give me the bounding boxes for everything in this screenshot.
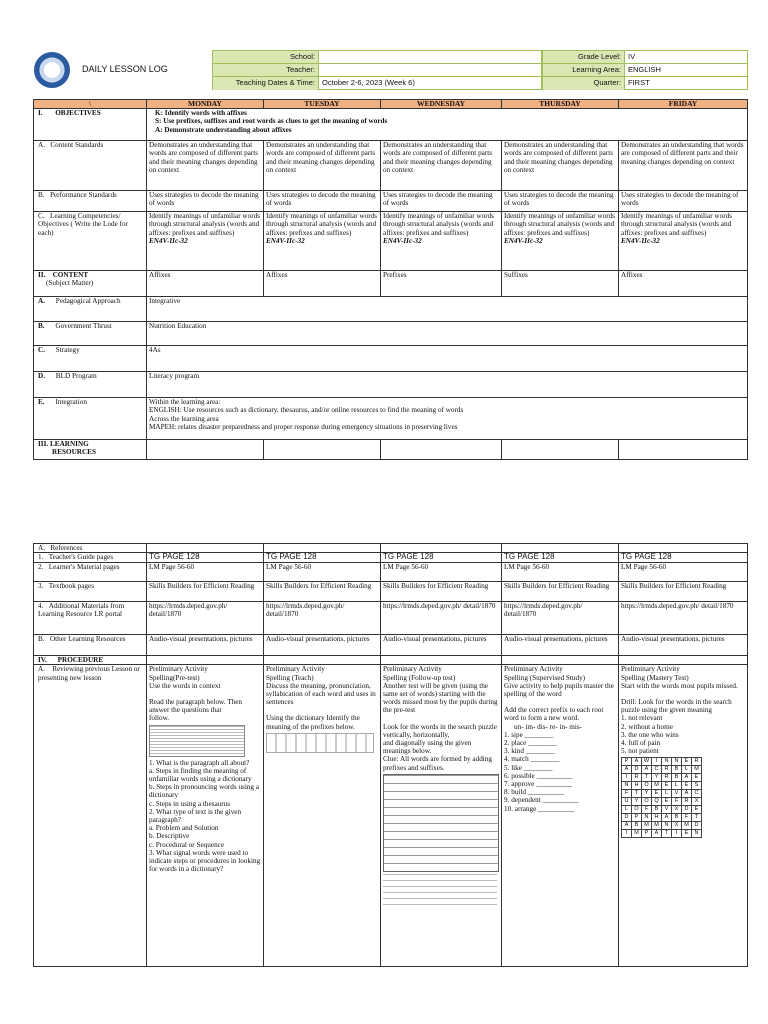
content-monday: Affixes	[147, 271, 264, 297]
grid-cell: F	[622, 790, 632, 798]
competencies-tuesday: Identify meanings of unfamiliar words through structural analysis (words and affixes: prefixes and suffixes) EN4V-IIc-32	[264, 212, 381, 271]
performance-standards-tuesday: Uses strategies to decode the meaning of words	[264, 191, 381, 212]
additional-monday[interactable]: https://lrmds.deped.gov.ph/ detail/1870	[147, 602, 264, 635]
pedagogical-label: A. Pedagogical Approach	[34, 297, 147, 322]
quarter-value: FIRST	[628, 78, 650, 87]
grid-cell: N	[662, 758, 672, 766]
deped-seal-icon	[34, 52, 70, 88]
objectives-kda	[147, 109, 748, 141]
procedure-table	[33, 543, 748, 967]
grid-cell: H	[632, 782, 642, 790]
grade-info-box	[542, 50, 748, 90]
grid-cell: E	[682, 830, 692, 838]
learning-resources-label: III. LEARNING RESOURCES	[34, 440, 147, 460]
tg-wednesday: TG PAGE 128	[381, 553, 502, 563]
school-label: School:	[213, 51, 319, 63]
lr-tuesday	[264, 440, 381, 460]
objectives-label: I. OBJECTIVES	[34, 109, 147, 141]
grid-cell: E	[682, 758, 692, 766]
content-standards-thursday: Demonstrates an understanding that words are composed of different parts and their meaning changes depending on context	[502, 141, 619, 191]
competencies-wednesday: Identify meanings of unfamiliar words through structural analysis (words and affixes: prefixes and suffixes) EN4V-IIc-32	[381, 212, 502, 271]
pedagogical-value: Integrative	[147, 297, 748, 322]
grid-cell: L	[672, 782, 682, 790]
grid-cell: F	[642, 806, 652, 814]
grade-value: IV	[628, 52, 636, 61]
additional-wednesday[interactable]: https://lrmds.deped.gov.ph/ detail/1870	[381, 602, 502, 635]
day-wednesday: WEDNESDAY	[381, 100, 502, 109]
objectives-table	[33, 99, 748, 460]
grid-cell: M	[652, 822, 662, 830]
procedure-label: IV. PROCEDURE	[34, 656, 147, 665]
tg-friday: TG PAGE 128	[619, 553, 748, 563]
grid-cell: E	[662, 798, 672, 806]
grid-cell: N	[642, 814, 652, 822]
additional-tuesday[interactable]: https://lrmds.deped.gov.ph/ detail/1870	[264, 602, 381, 635]
performance-standards-label: B. Performance Standards	[34, 191, 147, 212]
other-monday: Audio-visual presentations, pictures	[147, 635, 264, 656]
grid-cell: R	[662, 774, 672, 782]
integration-label: E. Integration	[34, 398, 147, 440]
grid-cell: A	[682, 790, 692, 798]
grid-cell: D	[632, 766, 642, 774]
school-value	[319, 51, 322, 63]
lm-tuesday: LM Page 56-60	[264, 563, 381, 582]
grid-cell: V	[662, 806, 672, 814]
dates-label: Teaching Dates & Time:	[213, 77, 319, 90]
content-standards-wednesday: Demonstrates an understanding that words are composed of different parts and their meaning changes depending on context	[381, 141, 502, 191]
grid-cell: T	[662, 830, 672, 838]
grid-row	[622, 806, 702, 814]
grid-cell: P	[622, 758, 632, 766]
grid-cell: A	[642, 766, 652, 774]
paragraph-image	[149, 725, 245, 757]
prefix-table-image	[266, 733, 374, 753]
lr-thursday	[502, 440, 619, 460]
grid-cell: T	[642, 774, 652, 782]
reviewing-thursday: Preliminary Activity Spelling (Supervised Study) Give activity to help pupils master the spelling of the word Add the correct prefix to each root word to form a new word. un- im- dis- re- in- mis- 1. sipe ________ 2. place ________ 3. kind ________ 4. match ________ 5. like ________ 6. possible __________ 7. approve __________ 8. build __________ 9. dependent __________ 10. arrange __________	[502, 665, 619, 967]
bld-label: D. BLD Program	[34, 372, 147, 398]
grid-cell: A	[622, 822, 632, 830]
word-search-clues-image	[383, 874, 497, 910]
reviewing-friday: Preliminary Activity Spelling (Mastery Test) Start with the words most pupils missed. Drill: Look for the words in the search puzzle using the given meaning 1. not relevant 2. without a home 3. the one who wins 4. full of pain 5. not patient P A W I N N E R A D A C R B L M I R T Y R B A E N H O M E L E S F T Y E L V A C U Y O Q E F R X L O F B V X D E D P N H A B F T A B M M N X M D I M P A T I E N	[619, 665, 748, 967]
grid-cell: L	[662, 790, 672, 798]
textbook-monday: Skills Builders for Efficient Reading	[147, 582, 264, 602]
grid-cell: B	[672, 766, 682, 774]
lm-wednesday: LM Page 56-60	[381, 563, 502, 582]
grid-cell: F	[672, 798, 682, 806]
objective-s: S: Use prefixes, suffixes and root words as clues to get the meaning of words	[155, 117, 388, 126]
grid-cell: O	[642, 782, 652, 790]
government-label: B. Government Thrust	[34, 322, 147, 346]
bld-value: Literacy program	[147, 372, 748, 398]
textbook-friday: Skills Builders for Efficient Reading	[619, 582, 748, 602]
grid-cell: X	[692, 798, 702, 806]
grid-row	[622, 790, 702, 798]
grid-cell: C	[652, 766, 662, 774]
dates-value: October 2-6, 2023 (Week 6)	[322, 78, 415, 87]
grid-cell: Q	[652, 798, 662, 806]
textbook-thursday: Skills Builders for Efficient Reading	[502, 582, 619, 602]
word-search-image	[383, 774, 499, 872]
tg-monday: TG PAGE 128	[147, 553, 264, 563]
lm-label: 2. Learner's Material pages	[34, 563, 147, 582]
grid-cell: V	[672, 790, 682, 798]
grade-label: Grade Level:	[543, 51, 625, 63]
grid-cell: E	[652, 790, 662, 798]
grid-cell: D	[682, 806, 692, 814]
lm-friday: LM Page 56-60	[619, 563, 748, 582]
grid-cell: I	[622, 830, 632, 838]
grid-row	[622, 830, 702, 838]
grid-cell: F	[682, 814, 692, 822]
grid-cell: R	[682, 798, 692, 806]
other-friday: Audio-visual presentations, pictures	[619, 635, 748, 656]
competencies-thursday: Identify meanings of unfamiliar words through structural analysis (words and affixes: prefixes and suffixes) EN4V-IIc-32	[502, 212, 619, 271]
grid-cell: N	[672, 758, 682, 766]
additional-friday[interactable]: https://lrmds.deped.gov.ph/ detail/1870	[619, 602, 748, 635]
textbook-tuesday: Skills Builders for Efficient Reading	[264, 582, 381, 602]
performance-standards-wednesday: Uses strategies to decode the meaning of words	[381, 191, 502, 212]
grid-cell: N	[662, 822, 672, 830]
log-title: DAILY LESSON LOG	[82, 64, 168, 74]
day-tuesday: TUESDAY	[264, 100, 381, 109]
content-standards-friday: Demonstrates an understanding that words are composed of different parts and their meaning changes depending on context	[619, 141, 748, 191]
integration-value: Within the learning area: ENGLISH: Use resources such as dictionary, thesaurus, and/or online resources to find the meaning of words Across the learning area MAPEH: relates disaster preparedness and proper response during emergency situations in preserving lives	[147, 398, 748, 440]
grid-cell: X	[672, 822, 682, 830]
grid-cell: M	[632, 830, 642, 838]
grid-row	[622, 774, 702, 782]
area-value: ENGLISH	[628, 65, 661, 74]
grid-cell: P	[632, 814, 642, 822]
teacher-label: Teacher:	[213, 64, 319, 76]
grid-cell: U	[622, 798, 632, 806]
grid-cell: A	[662, 814, 672, 822]
grid-cell: N	[622, 782, 632, 790]
grid-row	[622, 758, 702, 766]
grid-cell: M	[682, 822, 692, 830]
content-wednesday: Prefixes	[381, 271, 502, 297]
references-label: A. References	[34, 544, 147, 553]
corner-cell: \	[34, 100, 147, 109]
grid-row	[622, 782, 702, 790]
other-resources-label: B. Other Learning Resources	[34, 635, 147, 656]
day-thursday: THURSDAY	[502, 100, 619, 109]
grid-cell: D	[622, 814, 632, 822]
other-thursday: Audio-visual presentations, pictures	[502, 635, 619, 656]
grid-cell: O	[632, 806, 642, 814]
tg-label: 1. Teacher's Guide pages	[34, 553, 147, 563]
grid-cell: L	[622, 806, 632, 814]
grid-cell: E	[692, 774, 702, 782]
grid-cell: E	[682, 782, 692, 790]
grid-cell: L	[682, 766, 692, 774]
content-standards-label: A. Content Standards	[34, 141, 147, 191]
grid-cell: A	[622, 766, 632, 774]
lm-monday: LM Page 56-60	[147, 563, 264, 582]
content-standards-monday: Demonstrates an understanding that words are composed of different parts and their meaning changes depending on context	[147, 141, 264, 191]
grid-cell: C	[692, 790, 702, 798]
grid-cell: S	[692, 782, 702, 790]
grid-row	[622, 798, 702, 806]
reviewing-monday: Preliminary Activity Spelling(Pre-test) Use the words in context Read the paragraph below. Then answer the questions that follow. 1. What is the paragraph all about? a. Steps in finding the meaning of unfamiliar words using a dictionary b. Steps in pronouncing words using a dictionary c. Steps in using a thesaurus 2. What type of text is the given paragraph? a. Problem and Solution b. Descriptive c. Procedural or Sequence 3. What signal words were used to indicate steps or procedures in looking for words in a dictionary?	[147, 665, 264, 967]
additional-label: 4. Additional Materials from Learning Resource LR portal	[34, 602, 147, 635]
grid-cell: I	[652, 758, 662, 766]
quarter-label: Quarter:	[543, 77, 625, 90]
teacher-value	[319, 64, 322, 76]
grid-cell: B	[672, 814, 682, 822]
grid-row	[622, 822, 702, 830]
grid-cell: R	[662, 766, 672, 774]
grid-cell: I	[622, 774, 632, 782]
grid-cell: B	[652, 806, 662, 814]
objective-k: K: Identify words with affixes	[155, 109, 247, 118]
grid-cell: Y	[652, 774, 662, 782]
content-tuesday: Affixes	[264, 271, 381, 297]
grid-cell: P	[642, 830, 652, 838]
school-info-box	[212, 50, 542, 90]
grid-cell: W	[642, 758, 652, 766]
government-value: Nutrition Education	[147, 322, 748, 346]
grid-cell: R	[692, 758, 702, 766]
grid-row	[622, 814, 702, 822]
grid-cell: N	[692, 830, 702, 838]
other-wednesday: Audio-visual presentations, pictures	[381, 635, 502, 656]
competencies-label: C. Learning Competencies/ Objectives ( Write the Lode for each)	[34, 212, 147, 271]
reviewing-label: A. Reviewing previous Lesson or presenting new lesson	[34, 665, 147, 967]
tg-tuesday: TG PAGE 128	[264, 553, 381, 563]
grid-cell: E	[662, 782, 672, 790]
competencies-monday: Identify meanings of unfamiliar words through structural analysis (words and affixes: prefixes and suffixes) EN4V-IIc-32	[147, 212, 264, 271]
textbook-wednesday: Skills Builders for Efficient Reading	[381, 582, 502, 602]
grid-cell: X	[672, 806, 682, 814]
grid-cell: M	[692, 766, 702, 774]
lr-wednesday	[381, 440, 502, 460]
content-thursday: Suffixes	[502, 271, 619, 297]
additional-thursday[interactable]: https://lrmds.deped.gov.ph/ detail/1870	[502, 602, 619, 635]
lm-thursday: LM Page 56-60	[502, 563, 619, 582]
header	[32, 50, 748, 90]
grid-cell: T	[632, 790, 642, 798]
reviewing-wednesday: Preliminary Activity Spelling (Follow-up test) Another test will be given (using the same set of words) starting with the words missed most by the pupils during the pre-test Look for the words in the search puzzle vertically, horizontally, and diagonally using the given meanings below. Clue: All words are formed by adding prefixes and suffixes.	[381, 665, 502, 967]
grid-row	[622, 766, 702, 774]
performance-standards-monday: Uses strategies to decode the meaning of words	[147, 191, 264, 212]
grid-cell: O	[642, 798, 652, 806]
day-monday: MONDAY	[147, 100, 264, 109]
lr-monday	[147, 440, 264, 460]
word-search-grid	[621, 757, 702, 838]
content-label: II. CONTENT (Subject Matter)	[34, 271, 147, 297]
grid-cell: Y	[632, 798, 642, 806]
area-label: Learning Area:	[543, 64, 625, 76]
grid-cell: T	[692, 814, 702, 822]
reviewing-tuesday: Preliminary Activity Spelling (Teach) Discuss the meaning, pronunciation, syllabication of each word and uses in sentences Using the dictionary Identify the meaning of the prefixes below.	[264, 665, 381, 967]
grid-cell: M	[652, 782, 662, 790]
grid-cell: A	[652, 830, 662, 838]
content-standards-tuesday: Demonstrates an understanding that words are composed of different parts and their meaning changes depending on context	[264, 141, 381, 191]
day-friday: FRIDAY	[619, 100, 748, 109]
tg-thursday: TG PAGE 128	[502, 553, 619, 563]
grid-cell: E	[692, 806, 702, 814]
grid-cell: I	[672, 830, 682, 838]
grid-cell: Y	[642, 790, 652, 798]
textbook-label: 3. Textbook pages	[34, 582, 147, 602]
grid-cell: R	[632, 774, 642, 782]
grid-cell: B	[632, 822, 642, 830]
grid-cell: A	[632, 758, 642, 766]
grid-cell: M	[642, 822, 652, 830]
grid-cell: H	[652, 814, 662, 822]
grid-cell: A	[682, 774, 692, 782]
grid-cell: B	[672, 774, 682, 782]
content-friday: Affixes	[619, 271, 748, 297]
grid-cell: D	[692, 822, 702, 830]
lr-friday	[619, 440, 748, 460]
strategy-value: 4As	[147, 346, 748, 372]
competencies-friday: Identify meanings of unfamiliar words through structural analysis (words and affixes: prefixes and suffixes) EN4V-IIc-32	[619, 212, 748, 271]
other-tuesday: Audio-visual presentations, pictures	[264, 635, 381, 656]
objective-a: A: Demonstrate understanding about affixes	[155, 125, 292, 134]
performance-standards-thursday: Uses strategies to decode the meaning of words	[502, 191, 619, 212]
strategy-label: C. Strategy	[34, 346, 147, 372]
performance-standards-friday: Uses strategies to decode the meaning of words	[619, 191, 748, 212]
